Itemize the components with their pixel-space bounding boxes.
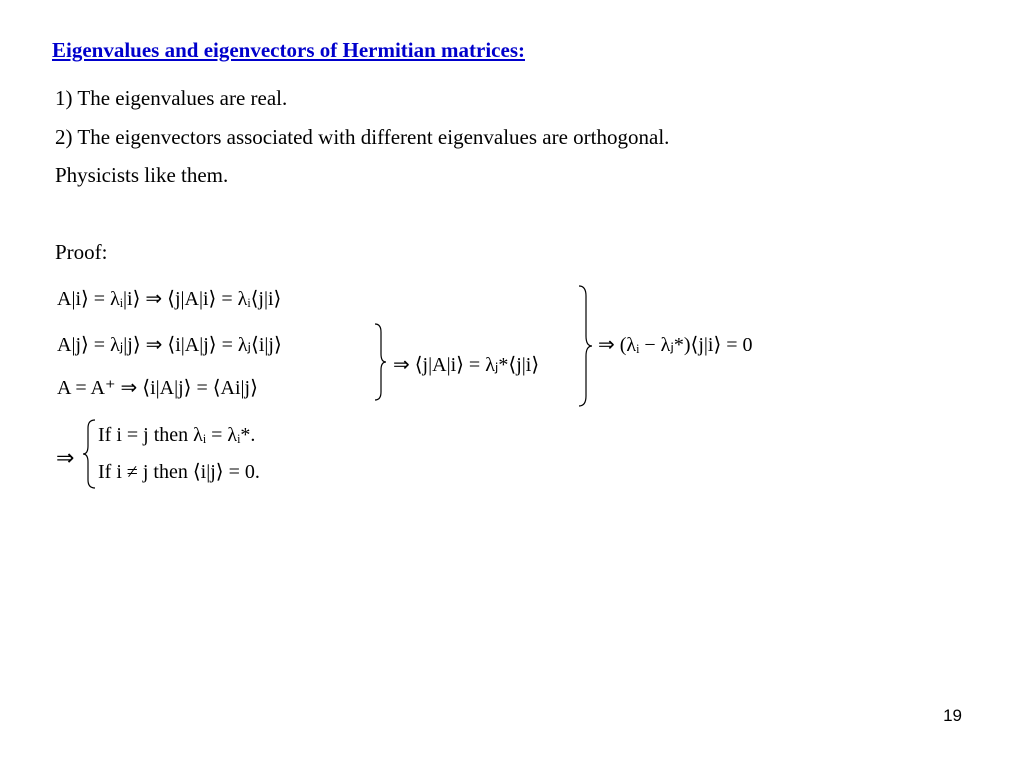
implies-arrow: ⇒ <box>56 445 75 470</box>
brace-left-small <box>376 327 390 407</box>
equation-result: ⇒ (λᵢ − λⱼ*)⟨j|i⟩ = 0 <box>598 334 753 356</box>
equation-3: A = A⁺ ⇒ ⟨i|A|j⟩ = ⟨Ai|j⟩ <box>57 377 258 399</box>
item-eigenvectors-orthogonal: 2) The eigenvectors associated with different eigenvalues are orthogonal. <box>55 125 670 149</box>
equation-2: A|j⟩ = λⱼ|j⟩ ⇒ ⟨i|A|j⟩ = λⱼ⟨i|j⟩ <box>57 334 282 356</box>
equation-1: A|i⟩ = λᵢ|i⟩ ⇒ ⟨j|A|i⟩ = λᵢ⟨j|i⟩ <box>57 288 282 310</box>
brace-right-large <box>578 284 594 408</box>
page-number: 19 <box>943 706 962 725</box>
case-equal: If i = j then λᵢ = λᵢ*. <box>98 424 256 446</box>
case-not-equal: If i ≠ j then ⟨i|j⟩ = 0. <box>98 461 260 483</box>
brace-left-cases <box>82 418 96 490</box>
item-physicists: Physicists like them. <box>55 163 229 187</box>
equation-middle: ⇒ ⟨j|A|i⟩ = λⱼ*⟨j|i⟩ <box>393 354 540 376</box>
item-eigenvalues-real: 1) The eigenvalues are real. <box>55 86 288 110</box>
slide-title: Eigenvalues and eigenvectors of Hermitian matrices: <box>52 38 525 62</box>
proof-label: Proof: <box>55 240 108 264</box>
